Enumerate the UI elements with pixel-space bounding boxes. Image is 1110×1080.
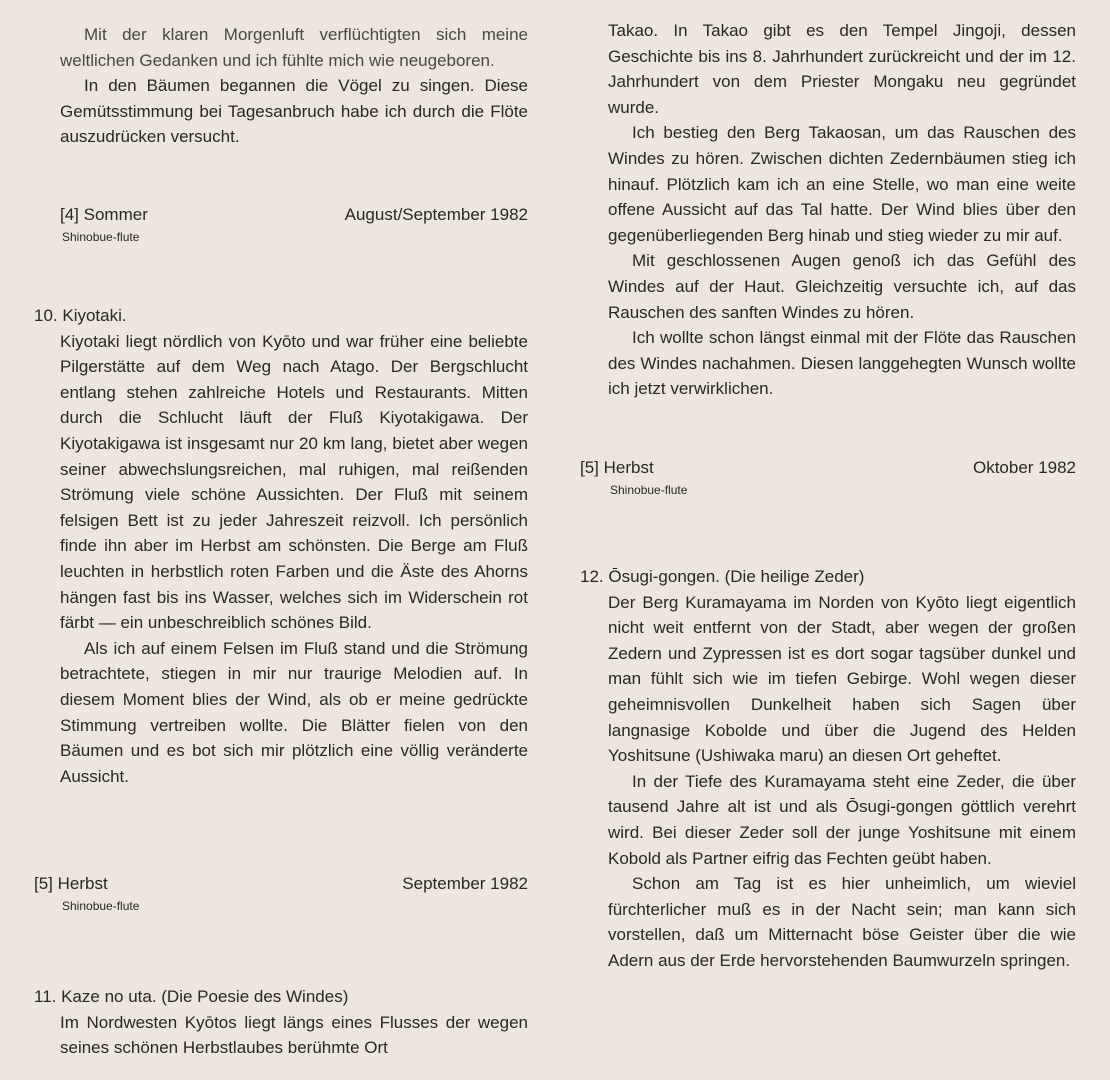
- section-10: [34, 303, 528, 789]
- section-title: 11. Kaze no uta. (Die Poesie des Windes): [34, 987, 349, 1006]
- entry-5-heading-right: [580, 456, 1076, 500]
- section-title: 12. Ōsugi-gongen. (Die heilige Zeder): [580, 567, 865, 586]
- paragraph: Im Nordwesten Kyōtos liegt längs eines Flusses der wegen seines schönen Herbstlaubes berühmte Ort: [60, 1012, 528, 1058]
- paragraph: Takao. In Takao gibt es den Tempel Jingoji, dessen Geschichte bis ins 8. Jahrhundert zurückreicht und der im 12. Jahrhundert von dem Priester Mongaku neu gegründet wurde.: [608, 21, 1076, 117]
- instrument-label: Shinobue-flute: [62, 899, 140, 913]
- entry-label: [5] Herbst: [580, 458, 654, 477]
- paragraph: In der Tiefe des Kuramayama steht eine Zeder, die über tausend Jahre alt ist und als Ōsugi-gongen göttlich verehrt wird. Bei dieser Zeder soll der junge Yoshitsune mit einem Kobold als Partner eifrig das Fechten geübt haben.: [608, 771, 1076, 868]
- paragraph: Ich bestieg den Berg Takaosan, um das Rauschen des Windes zu hören. Zwischen dichten Zedernbäumen stieg ich hinauf. Plötzlich kam ich an eine Stelle, wo man eine weite offene Aussicht auf das Tal hatte. Der Wind blies über den gegenüberliegenden Berg hinab und stieg wieder zu mir auf.: [608, 123, 1076, 245]
- paragraph: Als ich auf einem Felsen im Fluß stand und die Strömung betrachtete, stiegen in mir nur traurige Melodien auf. In diesem Moment blies der Wind, als ob er meine gedrückte Stimmung vertreiben wollte. Die Blätter fielen von den Bäumen und es bot sich mir plötzlich eine völlig veränderte Aussicht.: [60, 638, 528, 786]
- paragraph: Der Berg Kuramayama im Norden von Kyōto liegt eigentlich nicht weit entfernt von der Stadt, aber wegen der großen Zedern und Zypressen ist es dort sogar tagsüber dunkel und man fühlt sich wie im tiefen Gebirge. Wohl wegen dieser geheimnisvollen Dunkelheit haben sich Sagen über langnasige Kobolde und über die Jugend des Helden Yoshitsune (Ushiwaka maru) an diesen Ort geheftet.: [608, 592, 1076, 766]
- entry-date: August/September 1982: [344, 205, 528, 224]
- section-11: [34, 984, 528, 1061]
- right-top-text: [608, 18, 1076, 402]
- paragraph: Ich wollte schon längst einmal mit der Flöte das Rauschen des Windes nachahmen. Diesen langgehegten Wunsch wollte ich jetzt verwirklichen.: [608, 328, 1076, 399]
- paragraph: In den Bäumen begannen die Vögel zu singen. Diese Gemütsstimmung bei Tagesanbruch habe ich durch die Flöte auszudrücken versucht.: [60, 76, 528, 147]
- paragraph: Mit geschlossenen Augen genoß ich das Gefühl des Windes auf der Haut. Gleichzeitig versuchte ich, auf das Rauschen des sanften Windes zu hören.: [608, 251, 1076, 322]
- instrument-label: Shinobue-flute: [62, 230, 140, 244]
- entry-date: September 1982: [402, 874, 528, 893]
- section-12: [580, 564, 1076, 974]
- entry-label: [5] Herbst: [34, 874, 108, 893]
- entry-date: Oktober 1982: [972, 458, 1076, 477]
- paragraph: Mit der klaren Morgenluft verflüchtigten sich meine weltlichen Gedanken und ich fühlte mich wie neugeboren.: [60, 25, 528, 70]
- entry-4-heading: [60, 203, 528, 247]
- instrument-label: Shinobue-flute: [610, 483, 688, 497]
- section-title: 10. Kiyotaki.: [34, 306, 127, 325]
- entry-5-heading: [34, 872, 528, 916]
- entry-label: [4] Sommer: [60, 205, 148, 224]
- paragraph: Kiyotaki liegt nördlich von Kyōto und war früher eine beliebte Pilgerstätte auf dem Weg nach Atago. Der Bergschlucht entlang stehen zahlreiche Hotels und Restaurants. Mitten durch die Schlucht läuft der Fluß Kiyotakigawa. Der Kiyotakigawa ist insgesamt nur 20 km lang, bietet aber wegen seiner abwechslungsreichen, mal ruhigen, mal reißenden Strömung viele schöne Aussichten. Der Fluß mit seinem felsigen Bett ist zu jeder Jahreszeit reizvoll. Ich persönlich finde ihn aber im Herbst am schönsten. Die Berge am Fluß leuchten in herbstlich roten Farben und die Äste des Ahorns hängen fast bis ins Wasser, welches sich im Widerschein rot färbt — ein unbeschreiblich schönes Bild.: [60, 331, 528, 633]
- paragraph: Schon am Tag ist es hier unheimlich, um wieviel fürchterlicher muß es in der Nacht sein; man kann sich vorstellen, daß um Mitternacht böse Geister über die wie Adern aus der Erde hervorstehenden Baumwurzeln springen.: [608, 874, 1076, 970]
- left-top-text: [60, 22, 528, 150]
